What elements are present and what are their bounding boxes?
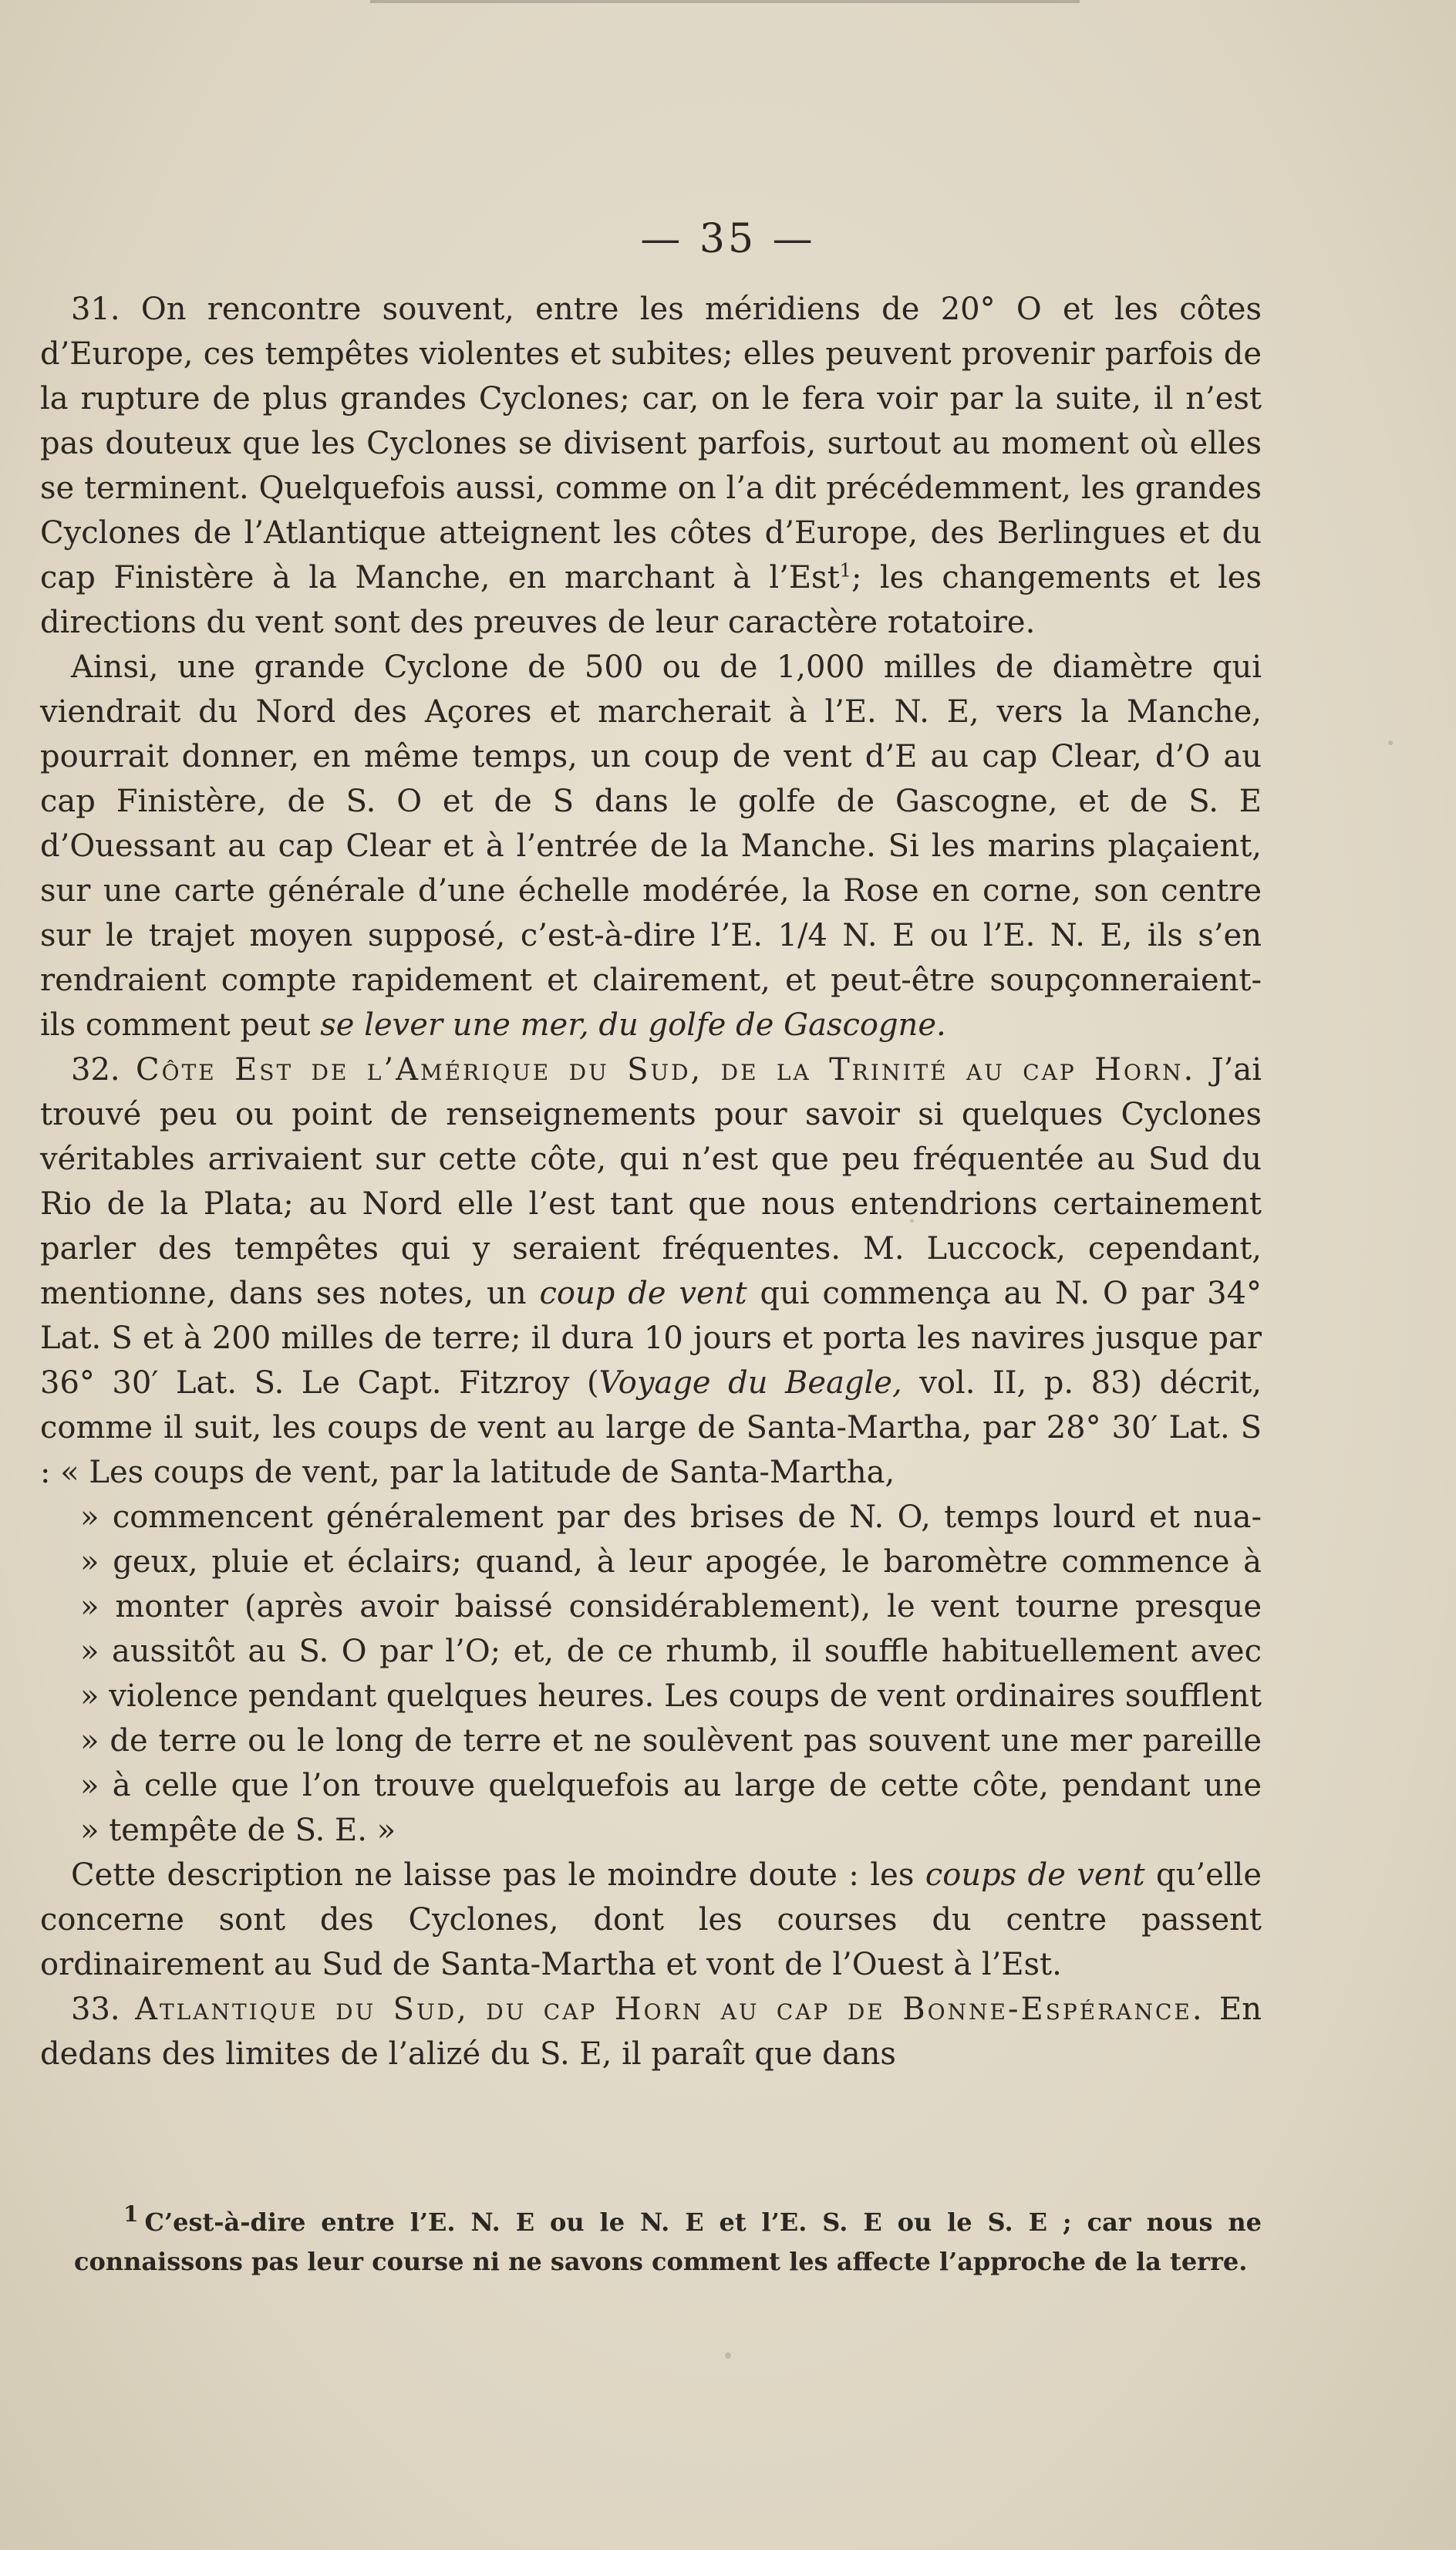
quote-line: » tempête de S. E. » xyxy=(80,1813,396,1848)
paragraph-text: vol. II, p. 83) décrit, comme il suit, les coups de vent au large de Santa-Martha, par 28° 30′ Lat. S : « Les coups de vent, par la latitude de Santa-Martha, xyxy=(40,1365,1262,1490)
paper-speck xyxy=(725,2353,731,2359)
paragraph-31 xyxy=(40,287,1262,645)
paper-speck xyxy=(1388,740,1393,745)
footnote-text: C’est-à-dire entre l’E. N. E ou le N. E et l’E. S. E ou le S. E ; car nous ne connaissons pas leur course ni ne savons comment les affecte l’approche de la terre. xyxy=(74,2208,1262,2277)
italic-phrase: se lever une mer, du golfe de Gascogne. xyxy=(320,1007,946,1043)
footnote xyxy=(74,2203,1262,2282)
quote-line: » monter (après avoir baissé considérablement), le vent tourne presque xyxy=(80,1589,1262,1624)
quote-line: » geux, pluie et éclairs; quand, à leur apogée, le baromètre commence à xyxy=(80,1544,1262,1580)
paragraph-32 xyxy=(40,1047,1262,1495)
paragraph-text: ; les changements et les directions du vent sont des preuves de leur caractère rotatoire. xyxy=(40,560,1262,640)
italic-phrase: coups de vent xyxy=(925,1857,1145,1893)
section-heading: Côte Est de l’Amérique du Sud, de la Trinité au cap Horn. xyxy=(136,1052,1196,1088)
paragraph-text: qui commença au N. O par 34° Lat. S et à 200 milles de terre; il dura 10 jours et porta les navires jusque par 36° 30′ Lat. S. Le Capt. Fitzroy ( xyxy=(40,1276,1262,1401)
italic-phrase: Voyage du Beagle, xyxy=(598,1365,902,1401)
paragraph-number: 32. xyxy=(71,1052,120,1088)
paragraph-text: Ainsi, une grande Cyclone de 500 ou de 1,000 milles de diamètre qui viendrait du Nord des Açores et marcherait à l’E. N. E, vers la Manche, pourrait donner, en même temps, un coup de vent d’E au cap Clear, d’O au cap Finistère, de S. O et de S dans le golfe de Gascogne, et de S. E d’Ouessant au cap Clear et à l’entrée de la Manche. Si les marins plaçaient, sur une carte générale d’une échelle modérée, la Rose en corne, son centre sur le trajet moyen supposé, c’est-à-dire l’E. 1/4 N. E ou l’E. N. E, ils s’en rendraient compte rapidement et clairement, et peut-être soupçonneraient-ils comment peut xyxy=(40,649,1262,1043)
paragraph-text: En dedans des limites de l’alizé du S. E, il paraît que dans xyxy=(40,1992,1262,2072)
section-heading: Atlantique du Sud, du cap Horn au cap de Bonne-Espérance. xyxy=(135,1992,1205,2027)
paragraph-31-continued xyxy=(40,645,1262,1047)
paper-speck xyxy=(910,1219,914,1223)
quote-line: » à celle que l’on trouve quelquefois au large de cette côte, pendant une xyxy=(80,1768,1262,1803)
paragraph-text: On rencontre souvent, entre les méridiens de 20° O et les côtes d’Europe, ces tempêtes violentes et subites; elles peuvent provenir parfois de la rupture de plus grandes Cyclones; car, on le fera voir par la suite, il n’est pas douteux que les Cyclones se divisent parfois, surtout au moment où elles se terminent. Quelquefois aussi, comme on l’a dit précédemment, les grandes Cyclones de l’Atlantique atteignent les côtes d’Europe, des Berlingues et du cap Finistère à la Manche, en marchant à l’Est xyxy=(40,292,1262,595)
footnote-mark: 1 xyxy=(123,2201,139,2228)
paragraph-text: qu’elle concerne sont des Cyclones, dont les courses du centre passent ordinairement au Sud de Santa-Martha et vont de l’Ouest à l’Est. xyxy=(40,1857,1262,1982)
page-top-edge xyxy=(370,0,1080,3)
footnote-reference: 1 xyxy=(839,559,851,582)
quote-line: » commencent généralement par des brises de N. O, temps lourd et nua- xyxy=(80,1499,1262,1535)
quotation xyxy=(40,1495,1262,1853)
quote-line: » violence pendant quelques heures. Les coups de vent ordinaires soufflent xyxy=(80,1678,1262,1714)
quote-line: » de terre ou le long de terre et ne soulèvent pas souvent une mer pareille xyxy=(80,1723,1262,1759)
paragraph-text: J’ai trouvé peu ou point de renseignements pour savoir si quelques Cyclones véritables arrivaient sur cette côte, qui n’est que peu fréquentée au Sud du Rio de la Plata; au Nord elle l’est tant que nous entendrions certainement parler des tempêtes qui y seraient fréquentes. M. Luccock, cependant, mentionne, dans ses notes, un xyxy=(40,1052,1262,1311)
paragraph-33 xyxy=(40,1987,1262,2076)
italic-phrase: coup de vent xyxy=(539,1276,747,1311)
paragraph-32-continued xyxy=(40,1853,1262,1987)
main-text xyxy=(40,287,1262,2076)
page-number: — 35 — xyxy=(640,216,816,262)
paragraph-number: 31. xyxy=(71,292,120,327)
paragraph-number: 33. xyxy=(71,1992,120,2027)
paragraph-text: Cette description ne laisse pas le moindre doute : les xyxy=(71,1857,915,1893)
quote-line: » aussitôt au S. O par l’O; et, de ce rhumb, il souffle habituellement avec xyxy=(80,1634,1262,1669)
